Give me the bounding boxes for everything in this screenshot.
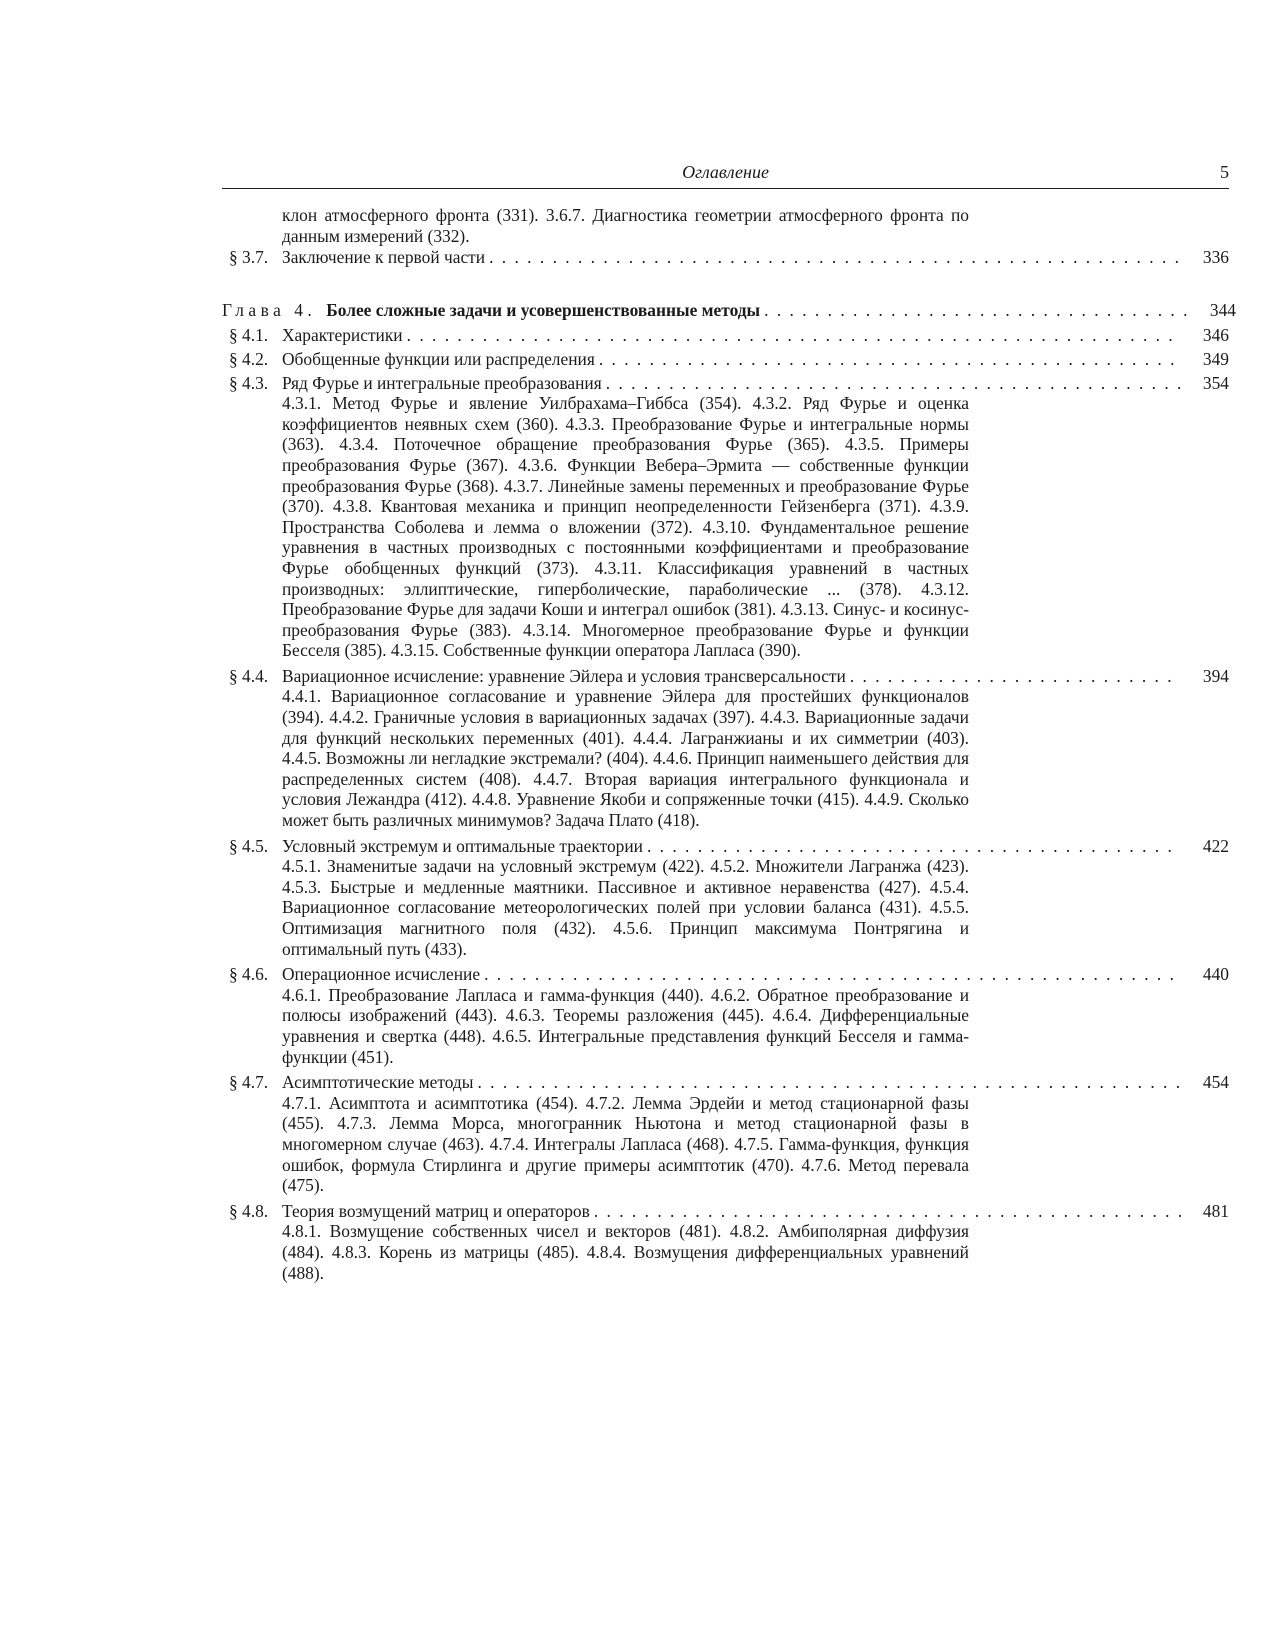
toc-chapter-4[interactable] bbox=[222, 299, 1236, 321]
sections-list bbox=[229, 325, 1229, 1283]
subsection-list: 4.8.1. Возмущение собственных чисел и векторов (481). 4.8.2. Амбиполярная диффузия (484). 4.8.3. Корень из матрицы (485). 4.8.4. Возмущения дифференциальных уравнений (488). bbox=[282, 1221, 969, 1283]
header-title: Оглавление bbox=[682, 162, 769, 182]
leader-dots bbox=[850, 666, 1181, 687]
subsection-list: 4.6.1. Преобразование Лапласа и гамма-функция (440). 4.6.2. Обратное преобразование и полюсы изображений (443). 4.6.3. Теоремы разложения (445). 4.6.4. Дифференциальные уравнения и свертка (448). 4.6.5. Интегральные представления функций Бесселя и гамма-функции (451). bbox=[282, 984, 969, 1067]
running-header bbox=[222, 162, 1229, 189]
section-page: 422 bbox=[1202, 835, 1229, 856]
section-number: § 4.1. bbox=[229, 325, 269, 346]
section-title: Операционное исчисление bbox=[282, 964, 481, 985]
section-page: 336 bbox=[1202, 247, 1229, 268]
leader-dots bbox=[484, 964, 1181, 985]
section-page: 354 bbox=[1202, 372, 1229, 393]
section-title: Характеристики bbox=[282, 325, 403, 346]
continuation-text: клон атмосферного фронта (331). 3.6.7. Диагностика геометрии атмосферного фронта по данным измерений (332). bbox=[282, 205, 969, 246]
leader-dots bbox=[764, 300, 1188, 321]
subsection-list: 4.5.1. Знаменитые задачи на условный экстремум (422). 4.5.2. Множители Лагранжа (423). 4.5.3. Быстрые и медленные маятники. Пассивное и активное неравенства (427). 4.5.4. Вариационное согласование метеорологических полей при условии баланса (431). 4.5.5. Оптимизация магнитного поля (432). 4.5.6. Принцип максимума Понтрягина и оптимальный путь (433). bbox=[282, 856, 969, 959]
section-page: 440 bbox=[1202, 964, 1229, 985]
section-number: § 3.7. bbox=[229, 247, 269, 268]
section-number: § 4.8. bbox=[229, 1200, 269, 1221]
chapter-number: Глава 4. bbox=[222, 299, 317, 320]
section-page: 454 bbox=[1202, 1072, 1229, 1093]
section-page: 481 bbox=[1202, 1200, 1229, 1221]
leader-dots bbox=[407, 325, 1181, 346]
leader-dots bbox=[647, 836, 1181, 857]
toc-entry-4-5[interactable] bbox=[229, 836, 1229, 960]
toc-entry-4-2[interactable] bbox=[229, 349, 1229, 370]
section-title: Вариационное исчисление: уравнение Эйлера и условия трансверсальности bbox=[282, 665, 846, 686]
leader-dots bbox=[477, 1072, 1181, 1093]
section-page: 394 bbox=[1202, 665, 1229, 686]
section-number: § 4.7. bbox=[229, 1072, 269, 1093]
table-of-contents bbox=[222, 205, 1236, 1283]
section-title: Условный экстремум и оптимальные траектории bbox=[282, 835, 643, 856]
section-number: § 4.4. bbox=[229, 665, 269, 686]
section-title: Асимптотические методы bbox=[282, 1072, 474, 1093]
section-number: § 4.6. bbox=[229, 964, 269, 985]
leader-dots bbox=[599, 349, 1181, 370]
section-number: § 4.2. bbox=[229, 348, 269, 369]
leader-dots bbox=[594, 1201, 1181, 1222]
toc-entry-3-7[interactable] bbox=[229, 247, 1229, 268]
section-number: § 4.5. bbox=[229, 835, 269, 856]
section-title: Ряд Фурье и интегральные преобразования bbox=[282, 372, 602, 393]
leader-dots bbox=[606, 373, 1181, 394]
section-number: § 4.3. bbox=[229, 372, 269, 393]
subsection-list: 4.7.1. Асимптота и асимптотика (454). 4.7.2. Лемма Эрдейи и метод стационарной фазы (455). 4.7.3. Лемма Морса, многогранник Ньютона и метод стационарной фазы в многомерном случае (463). 4.7.4. Интегралы Лапласа (468). 4.7.5. Гамма-функция, функция ошибок, формула Стирлинга и другие примеры асимптотик (470). 4.7.6. Метод перевала (475). bbox=[282, 1092, 969, 1196]
toc-entry-4-6[interactable] bbox=[229, 964, 1229, 1067]
section-page: 349 bbox=[1202, 348, 1229, 369]
toc-entry-4-4[interactable] bbox=[229, 666, 1229, 831]
toc-entry-4-3[interactable] bbox=[229, 373, 1229, 661]
toc-entry-4-8[interactable] bbox=[229, 1201, 1229, 1283]
subsection-list: 4.3.1. Метод Фурье и явление Уилбрахама–Гиббса (354). 4.3.2. Ряд Фурье и оценка коэффициентов неявных схем (360). 4.3.3. Преобразование Фурье и интегральные нормы (363). 4.3.4. Поточечное обращение преобразования Фурье (365). 4.3.5. Примеры преобразования Фурье (367). 4.3.6. Функции Вебера–Эрмита — собственные функции преобразования Фурье (368). 4.3.7. Линейные замены переменных и преобразование Фурье (370). 4.3.8. Квантовая механика и принцип неопределенности Гейзенберга (371). 4.3.9. Пространства Соболева и лемма о вложении (372). 4.3.10. Фундаментальное решение уравнения в частных производных с постоянными коэффициентами и преобразование Фурье обобщенных функций (373). 4.3.11. Классификация уравнений в частных производных: эллиптические, гиперболические, параболические ... (378). 4.3.12. Преобразование Фурье для задачи Коши и интеграл ошибок (381). 4.3.13. Синус- и косинус-преобразования Фурье (383). 4.3.14. Многомерное преобразование Фурье и функции Бесселя (385). 4.3.15. Собственные функции оператора Лапласа (390). bbox=[282, 393, 969, 661]
section-title: Теория возмущений матриц и операторов bbox=[282, 1200, 590, 1221]
leader-dots bbox=[489, 247, 1181, 268]
chapter-page: 344 bbox=[1209, 299, 1236, 320]
section-page: 346 bbox=[1202, 325, 1229, 346]
toc-entry-4-1[interactable] bbox=[229, 325, 1229, 346]
chapter-title: Более сложные задачи и усовершенствованные методы bbox=[326, 299, 761, 320]
section-title: Обобщенные функции или распределения bbox=[282, 348, 595, 369]
toc-entry-4-7[interactable] bbox=[229, 1072, 1229, 1196]
section-title: Заключение к первой части bbox=[282, 247, 486, 268]
subsection-list: 4.4.1. Вариационное согласование и уравнение Эйлера для простейших функционалов (394). 4.4.2. Граничные условия в вариационных задачах (397). 4.4.3. Вариационные задачи для функций нескольких переменных (401). 4.4.4. Лагранжианы и их симметрии (403). 4.4.5. Возможны ли негладкие экстремали? (404). 4.4.6. Принцип наименьшего действия для распределенных систем (408). 4.4.7. Вторая вариация интегрального функционала и условия Лежандра (412). 4.4.8. Уравнение Якоби и сопряженные точки (415). 4.4.9. Сколько может быть различных минимумов? Задача Плато (418). bbox=[282, 686, 969, 831]
header-page-number: 5 bbox=[1220, 162, 1229, 182]
